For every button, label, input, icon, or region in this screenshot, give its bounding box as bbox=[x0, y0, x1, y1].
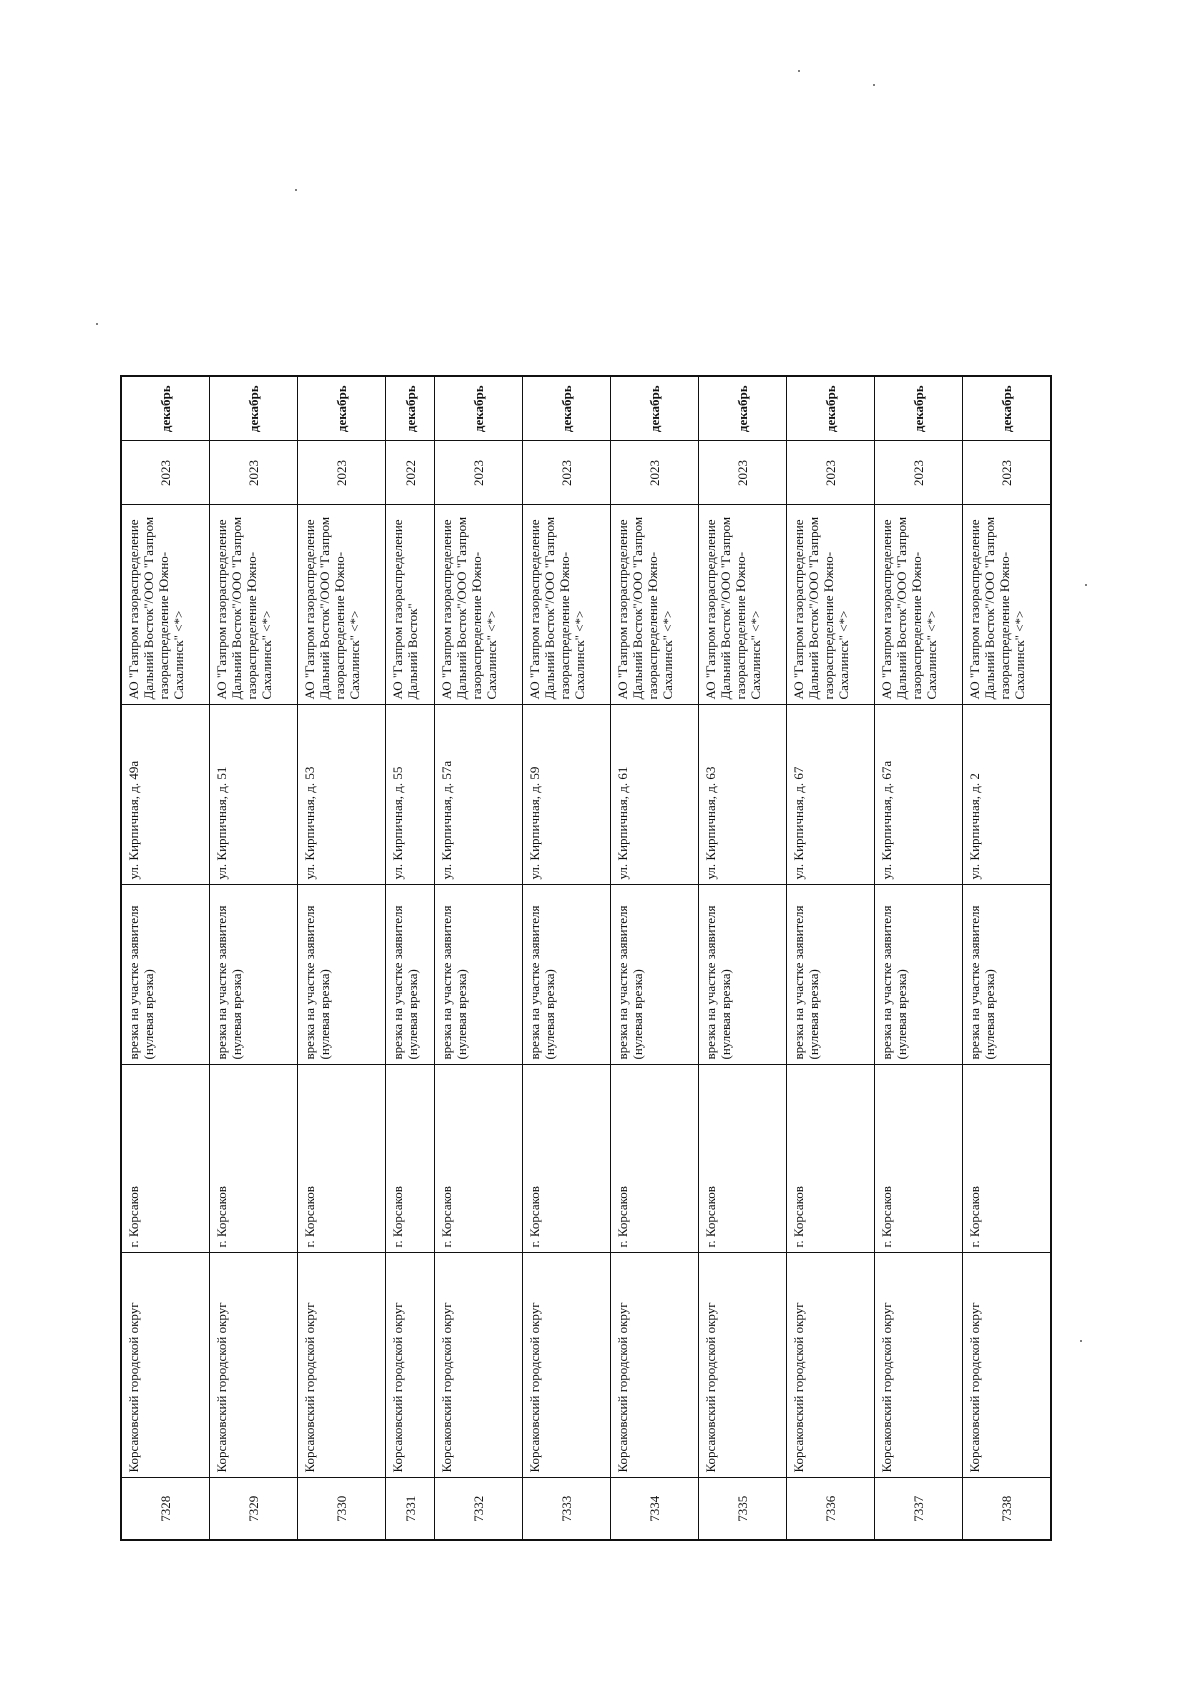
table-row bbox=[385, 376, 435, 1540]
cell-settlement: г. Корсаков bbox=[385, 1065, 435, 1253]
cell-connection-type: врезка на участке заявителя (нулевая врезка) bbox=[210, 885, 298, 1065]
cell-month: декабрь bbox=[297, 376, 385, 441]
table-row bbox=[874, 376, 962, 1540]
cell-month: декабрь bbox=[385, 376, 435, 441]
cell-address: ул. Кирпичная, д. 49а bbox=[121, 705, 210, 885]
cell-number: 7330 bbox=[297, 1478, 385, 1540]
cell-address: ул. Кирпичная, д. 59 bbox=[523, 705, 611, 885]
cell-address: ул. Кирпичная, д. 61 bbox=[611, 705, 699, 885]
cell-settlement: г. Корсаков bbox=[699, 1065, 787, 1253]
cell-year: 2023 bbox=[297, 441, 385, 505]
cell-settlement: г. Корсаков bbox=[787, 1065, 875, 1253]
cell-number: 7338 bbox=[962, 1478, 1051, 1540]
cell-municipality: Корсаковский городской округ bbox=[297, 1253, 385, 1478]
cell-municipality: Корсаковский городской округ bbox=[787, 1253, 875, 1478]
scan-speck bbox=[1080, 1340, 1082, 1342]
cell-settlement: г. Корсаков bbox=[611, 1065, 699, 1253]
table-row bbox=[699, 376, 787, 1540]
cell-organization: АО "Газпром газораспределение Дальний Восток"/ООО "Газпром газораспределение Южно-Сахалинск" <*> bbox=[121, 505, 210, 705]
cell-connection-type: врезка на участке заявителя (нулевая врезка) bbox=[121, 885, 210, 1065]
cell-month: декабрь bbox=[210, 376, 298, 441]
cell-municipality: Корсаковский городской округ bbox=[611, 1253, 699, 1478]
table-row bbox=[121, 376, 210, 1540]
scan-speck bbox=[96, 323, 98, 325]
cell-settlement: г. Корсаков bbox=[874, 1065, 962, 1253]
cell-address: ул. Кирпичная, д. 67а bbox=[874, 705, 962, 885]
cell-municipality: Корсаковский городской округ bbox=[210, 1253, 298, 1478]
cell-number: 7337 bbox=[874, 1478, 962, 1540]
cell-year: 2023 bbox=[962, 441, 1051, 505]
cell-organization: АО "Газпром газораспределение Дальний Восток"/ООО "Газпром газораспределение Южно-Сахалинск" <*> bbox=[962, 505, 1051, 705]
cell-month: декабрь bbox=[962, 376, 1051, 441]
cell-organization: АО "Газпром газораспределение Дальний Восток"/ООО "Газпром газораспределение Южно-Сахалинск" <*> bbox=[874, 505, 962, 705]
cell-connection-type: врезка на участке заявителя (нулевая врезка) bbox=[297, 885, 385, 1065]
cell-year: 2023 bbox=[787, 441, 875, 505]
table-row bbox=[210, 376, 298, 1540]
cell-year: 2023 bbox=[699, 441, 787, 505]
scan-speck bbox=[798, 70, 800, 72]
cell-connection-type: врезка на участке заявителя (нулевая врезка) bbox=[874, 885, 962, 1065]
cell-year: 2023 bbox=[435, 441, 523, 505]
table-row bbox=[787, 376, 875, 1540]
cell-municipality: Корсаковский городской округ bbox=[435, 1253, 523, 1478]
cell-organization: АО "Газпром газораспределение Дальний Восток"/ООО "Газпром газораспределение Южно-Сахалинск" <*> bbox=[787, 505, 875, 705]
cell-settlement: г. Корсаков bbox=[210, 1065, 298, 1253]
cell-connection-type: врезка на участке заявителя (нулевая врезка) bbox=[699, 885, 787, 1065]
cell-municipality: Корсаковский городской округ bbox=[121, 1253, 210, 1478]
cell-settlement: г. Корсаков bbox=[297, 1065, 385, 1253]
cell-number: 7335 bbox=[699, 1478, 787, 1540]
scan-speck bbox=[295, 189, 297, 191]
cell-number: 7336 bbox=[787, 1478, 875, 1540]
cell-connection-type: врезка на участке заявителя (нулевая врезка) bbox=[385, 885, 435, 1065]
cell-number: 7331 bbox=[385, 1478, 435, 1540]
cell-address: ул. Кирпичная, д. 55 bbox=[385, 705, 435, 885]
cell-address: ул. Кирпичная, д. 51 bbox=[210, 705, 298, 885]
cell-month: декабрь bbox=[787, 376, 875, 441]
cell-municipality: Корсаковский городской округ bbox=[874, 1253, 962, 1478]
cell-month: декабрь bbox=[611, 376, 699, 441]
cell-address: ул. Кирпичная, д. 53 bbox=[297, 705, 385, 885]
cell-settlement: г. Корсаков bbox=[435, 1065, 523, 1253]
table-wrapper bbox=[120, 385, 1052, 1541]
cell-municipality: Корсаковский городской округ bbox=[699, 1253, 787, 1478]
cell-year: 2023 bbox=[874, 441, 962, 505]
cell-year: 2022 bbox=[385, 441, 435, 505]
cell-address: ул. Кирпичная, д. 63 bbox=[699, 705, 787, 885]
cell-organization: АО "Газпром газораспределение Дальний Восток"/ООО "Газпром газораспределение Южно-Сахалинск" <*> bbox=[699, 505, 787, 705]
cell-year: 2023 bbox=[523, 441, 611, 505]
cell-month: декабрь bbox=[874, 376, 962, 441]
cell-number: 7329 bbox=[210, 1478, 298, 1540]
cell-year: 2023 bbox=[611, 441, 699, 505]
cell-organization: АО "Газпром газораспределение Дальний Восток" bbox=[385, 505, 435, 705]
cell-municipality: Корсаковский городской округ bbox=[962, 1253, 1051, 1478]
cell-year: 2023 bbox=[121, 441, 210, 505]
cell-connection-type: врезка на участке заявителя (нулевая врезка) bbox=[523, 885, 611, 1065]
cell-number: 7333 bbox=[523, 1478, 611, 1540]
cell-settlement: г. Корсаков bbox=[523, 1065, 611, 1253]
cell-month: декабрь bbox=[523, 376, 611, 441]
gasification-table bbox=[120, 375, 1052, 1541]
cell-connection-type: врезка на участке заявителя (нулевая врезка) bbox=[962, 885, 1051, 1065]
cell-municipality: Корсаковский городской округ bbox=[385, 1253, 435, 1478]
scan-speck bbox=[1085, 584, 1087, 586]
cell-number: 7334 bbox=[611, 1478, 699, 1540]
cell-month: декабрь bbox=[699, 376, 787, 441]
cell-connection-type: врезка на участке заявителя (нулевая врезка) bbox=[611, 885, 699, 1065]
table-row bbox=[611, 376, 699, 1540]
cell-connection-type: врезка на участке заявителя (нулевая врезка) bbox=[787, 885, 875, 1065]
cell-settlement: г. Корсаков bbox=[962, 1065, 1051, 1253]
table-row bbox=[435, 376, 523, 1540]
cell-organization: АО "Газпром газораспределение Дальний Восток"/ООО "Газпром газораспределение Южно-Сахалинск" <*> bbox=[210, 505, 298, 705]
cell-organization: АО "Газпром газораспределение Дальний Восток"/ООО "Газпром газораспределение Южно-Сахалинск" <*> bbox=[435, 505, 523, 705]
cell-address: ул. Кирпичная, д. 67 bbox=[787, 705, 875, 885]
table-row bbox=[297, 376, 385, 1540]
cell-year: 2023 bbox=[210, 441, 298, 505]
cell-organization: АО "Газпром газораспределение Дальний Восток"/ООО "Газпром газораспределение Южно-Сахалинск" <*> bbox=[611, 505, 699, 705]
cell-month: декабрь bbox=[121, 376, 210, 441]
cell-month: декабрь bbox=[435, 376, 523, 441]
cell-number: 7332 bbox=[435, 1478, 523, 1540]
rotated-page-region bbox=[120, 385, 1080, 1541]
cell-organization: АО "Газпром газораспределение Дальний Восток"/ООО "Газпром газораспределение Южно-Сахалинск" <*> bbox=[297, 505, 385, 705]
cell-connection-type: врезка на участке заявителя (нулевая врезка) bbox=[435, 885, 523, 1065]
cell-organization: АО "Газпром газораспределение Дальний Восток"/ООО "Газпром газораспределение Южно-Сахалинск" <*> bbox=[523, 505, 611, 705]
scan-speck bbox=[873, 84, 875, 86]
cell-address: ул. Кирпичная, д. 57а bbox=[435, 705, 523, 885]
cell-number: 7328 bbox=[121, 1478, 210, 1540]
cell-municipality: Корсаковский городской округ bbox=[523, 1253, 611, 1478]
table-row bbox=[962, 376, 1051, 1540]
cell-settlement: г. Корсаков bbox=[121, 1065, 210, 1253]
table-body bbox=[121, 376, 1051, 1540]
cell-address: ул. Кирпичная, д. 2 bbox=[962, 705, 1051, 885]
table-row bbox=[523, 376, 611, 1540]
